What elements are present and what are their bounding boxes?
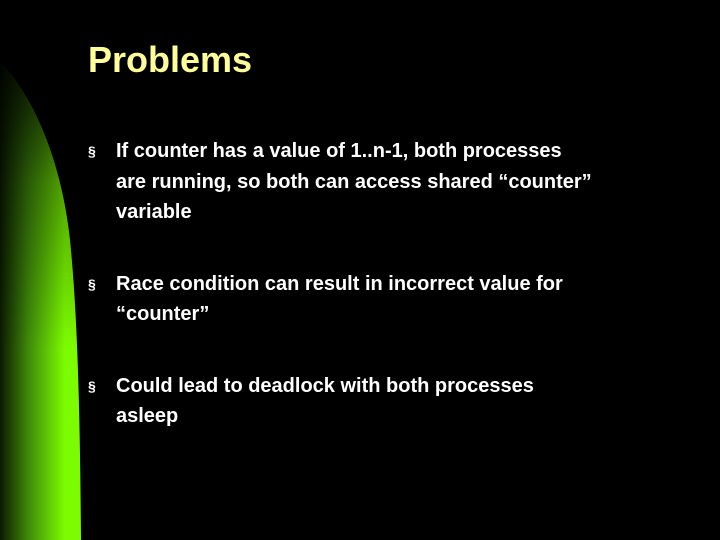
bullet-square-icon: § (88, 143, 96, 159)
bullet-item (88, 136, 698, 228)
bullet-square-icon: § (88, 377, 96, 394)
bullet-item (88, 371, 698, 432)
bullet-text: Could lead to deadlock with both processes asleep (116, 374, 534, 427)
bullet-text: Race condition can result in incorrect value for “counter” (116, 272, 563, 325)
bullet-text: If counter has a value of 1..n-1, both processes are running, so both can access shared “counter” variable (116, 140, 592, 223)
bullet-list (88, 136, 698, 432)
slide-title: Problems (88, 39, 253, 80)
bullet-square-icon: § (88, 275, 96, 292)
bullet-item (88, 269, 698, 330)
